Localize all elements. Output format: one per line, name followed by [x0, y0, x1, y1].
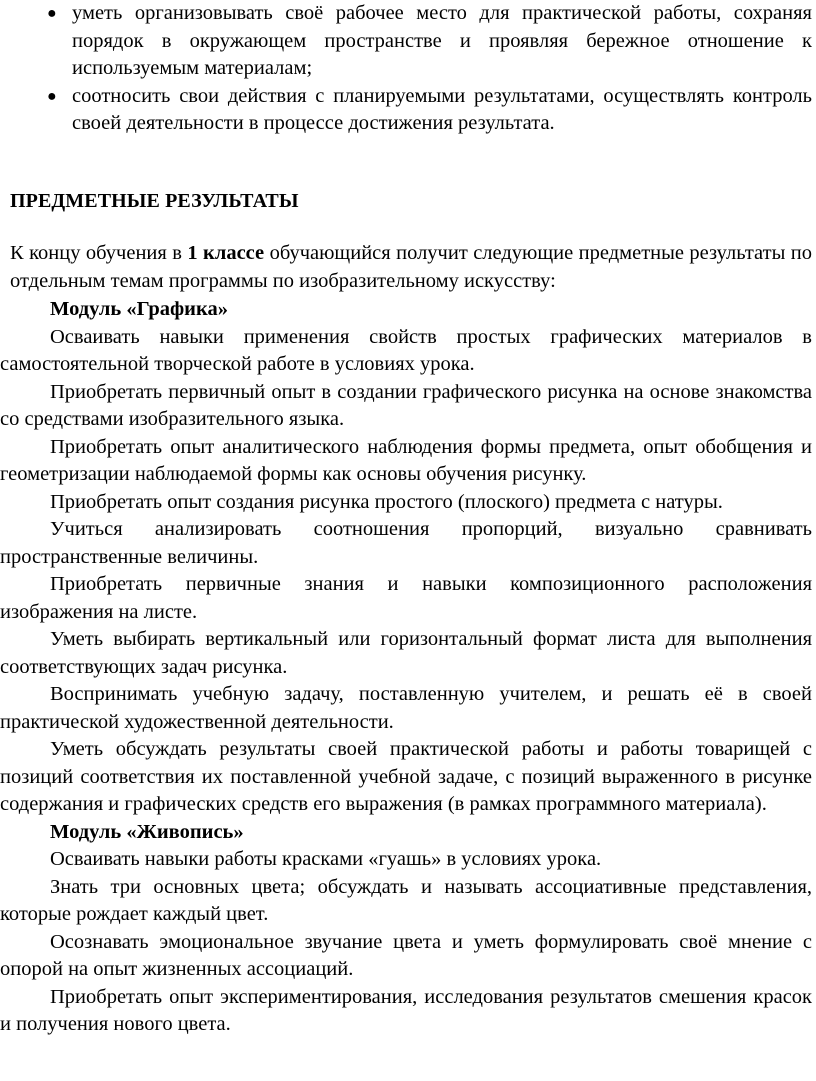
paragraph: Знать три основных цвета; обсуждать и называть ассоциативные представления, которые рождает каждый цвет. [0, 875, 812, 925]
bullet-icon: ● [47, 87, 57, 105]
paragraph: Приобретать опыт экспериментирования, исследования результатов смешения красок и получения нового цвета. [0, 985, 812, 1035]
bullet-text: соотносить свои действия с планируемыми результатами, осуществлять контроль своей деятельности в процессе достижения результата. [72, 84, 812, 134]
bullet-item [0, 83, 816, 138]
paragraph: Воспринимать учебную задачу, поставленную учителем, и решать её в своей практической художественной деятельности. [0, 683, 812, 733]
intro-grade: 1 классе [187, 242, 265, 264]
paragraph: Учиться анализировать соотношения пропорций, визуально сравнивать пространственные величины. [0, 518, 812, 568]
paragraph: Приобретать первичные знания и навыки композиционного расположения изображения на листе. [0, 573, 812, 623]
paragraph: Уметь выбирать вертикальный или горизонтальный формат листа для выполнения соответствующих задач рисунка. [0, 628, 812, 678]
intro-text-start: К концу обучения в [10, 242, 188, 264]
paragraph: Приобретать опыт создания рисунка простого (плоского) предмета с натуры. [50, 490, 723, 513]
paragraph: Осваивать навыки работы красками «гуашь» в условиях урока. [50, 848, 602, 870]
intro-text-end: обучающийся получит следующие предметные результаты по отдельным темам программы по изобразительному искусству: [10, 242, 812, 292]
paragraph: Приобретать опыт аналитического наблюдения формы предмета, опыт обобщения и геометризации наблюдаемой формы как основы обучения рисунку. [0, 435, 812, 485]
paragraph: Приобретать первичный опыт в создании графического рисунка на основе знакомства со средствами изобразительного языка. [0, 380, 812, 430]
modules-content [0, 296, 812, 1039]
bullet-list [0, 0, 816, 138]
module-graphics [0, 296, 812, 819]
paragraph: Осваивать навыки применения свойств простых графических материалов в самостоятельной творческой работе в условиях урока. [0, 325, 812, 375]
bullet-item [0, 0, 816, 83]
module-title: Модуль «Графика» [50, 298, 228, 320]
paragraph: Уметь обсуждать результаты своей практической работы и работы товарищей с позиций соответствия их поставленной учебной задаче, с позиций выраженного в рисунке содержания и графических средств его выражения (в рамках программного материала). [0, 738, 812, 815]
module-painting [0, 819, 812, 1039]
paragraph: Осознавать эмоциональное звучание цвета и уметь формулировать своё мнение с опорой на опыт жизненных ассоциаций. [0, 930, 812, 980]
intro-paragraph [10, 240, 812, 295]
bullet-icon: ● [47, 5, 57, 22]
section-heading: ПРЕДМЕТНЫЕ РЕЗУЛЬТАТЫ [10, 190, 299, 212]
module-title: Модуль «Живопись» [50, 820, 244, 843]
bullet-text: уметь организовывать своё рабочее место для практической работы, сохраняя порядок в окружающем пространстве и проявляя бережное отношение к используемым материалам; [72, 2, 812, 79]
